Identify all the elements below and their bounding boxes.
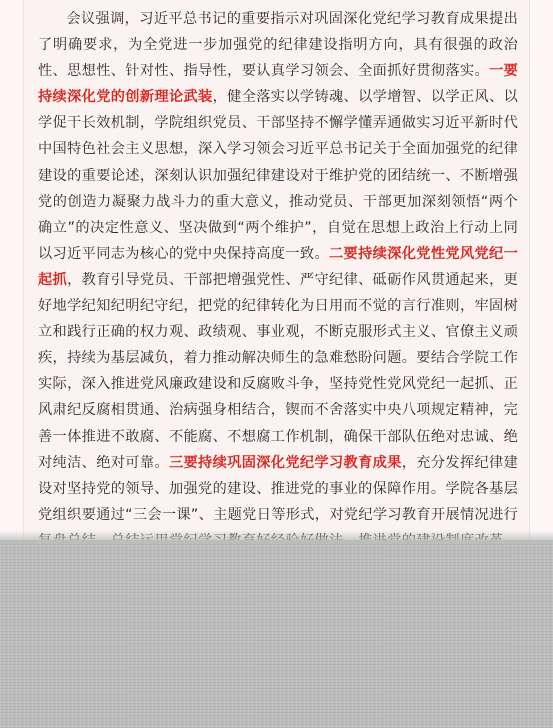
intro-text: 会议强调，习近平总书记的重要指示对巩固深化党纪学习教育成果提出了明确要求，为全党进一步加强党的纪律建设指明方向，具有很强的政治性、思想性、针对性、指导性，要认真学习领会、全面抓好贯彻落实。 [38,11,518,80]
point-two-text: ，教育引导党员、干部把增强党性、严守纪律、砥砺作风贯通起来，更好地学纪知纪明纪守纪，把党的纪律转化为日用而不觉的言行准则，牢固树立和践行正确的权力观、政绩观、事业观，不断克服形式主义、官僚主义顽疾，持续为基层减负，着力推动解决师生的急难愁盼问题。要结合学院工作实际，深入推进党风廉政建设和反腐败斗争，坚持党性党风党纪一起抓、正风肃纪反腐相贯通、治病强身相结合，锲而不舍落实中央八项规定精神，完善一体推进不敢腐、不能腐、不想腐工作机制，确保干部队伍绝对忠诚、绝对纯洁、绝对可靠。 [38,271,519,471]
article-body [38,6,518,606]
obscured-region [0,540,553,728]
point-three-heading: 三要持续巩固深化党纪学习教育成果 [168,454,402,471]
point-three-text: ，充分发挥纪律建设对坚持党的领导、加强党的建设、推进党的事业的保障作用。学院各基层党组织要通过“三会一课”、主题党日等形式，对党纪学习教育开展情况进行 [38,454,518,523]
article-paragraph [38,6,518,606]
point-one-text: ，健全落实以学铸魂、以学增智、以学正风、以学促干长效机制，学院组织党员、干部坚持不懈学懂弄通做实习近平新时代中国特色社会主义思想，深入学习领会习近平总书记关于全面加强党的纪律建设的重要论述，深刻认识加强纪律建设对于维护党的团结统一、不断增强党的创造力凝聚力战斗力的重大意义，推动党员、干部更加深刻领悟“两个确立”的决定性意义、坚决做到“两个维护”，自觉在思想上政治上行动上同以习近平同志为核心的党中央保持高度一致。 [38,89,519,262]
point-one-heading: 一要持续深化党的创新理论武装 [38,63,519,106]
point-two-heading: 二要持续深化党性党风党纪一起抓 [38,245,518,288]
